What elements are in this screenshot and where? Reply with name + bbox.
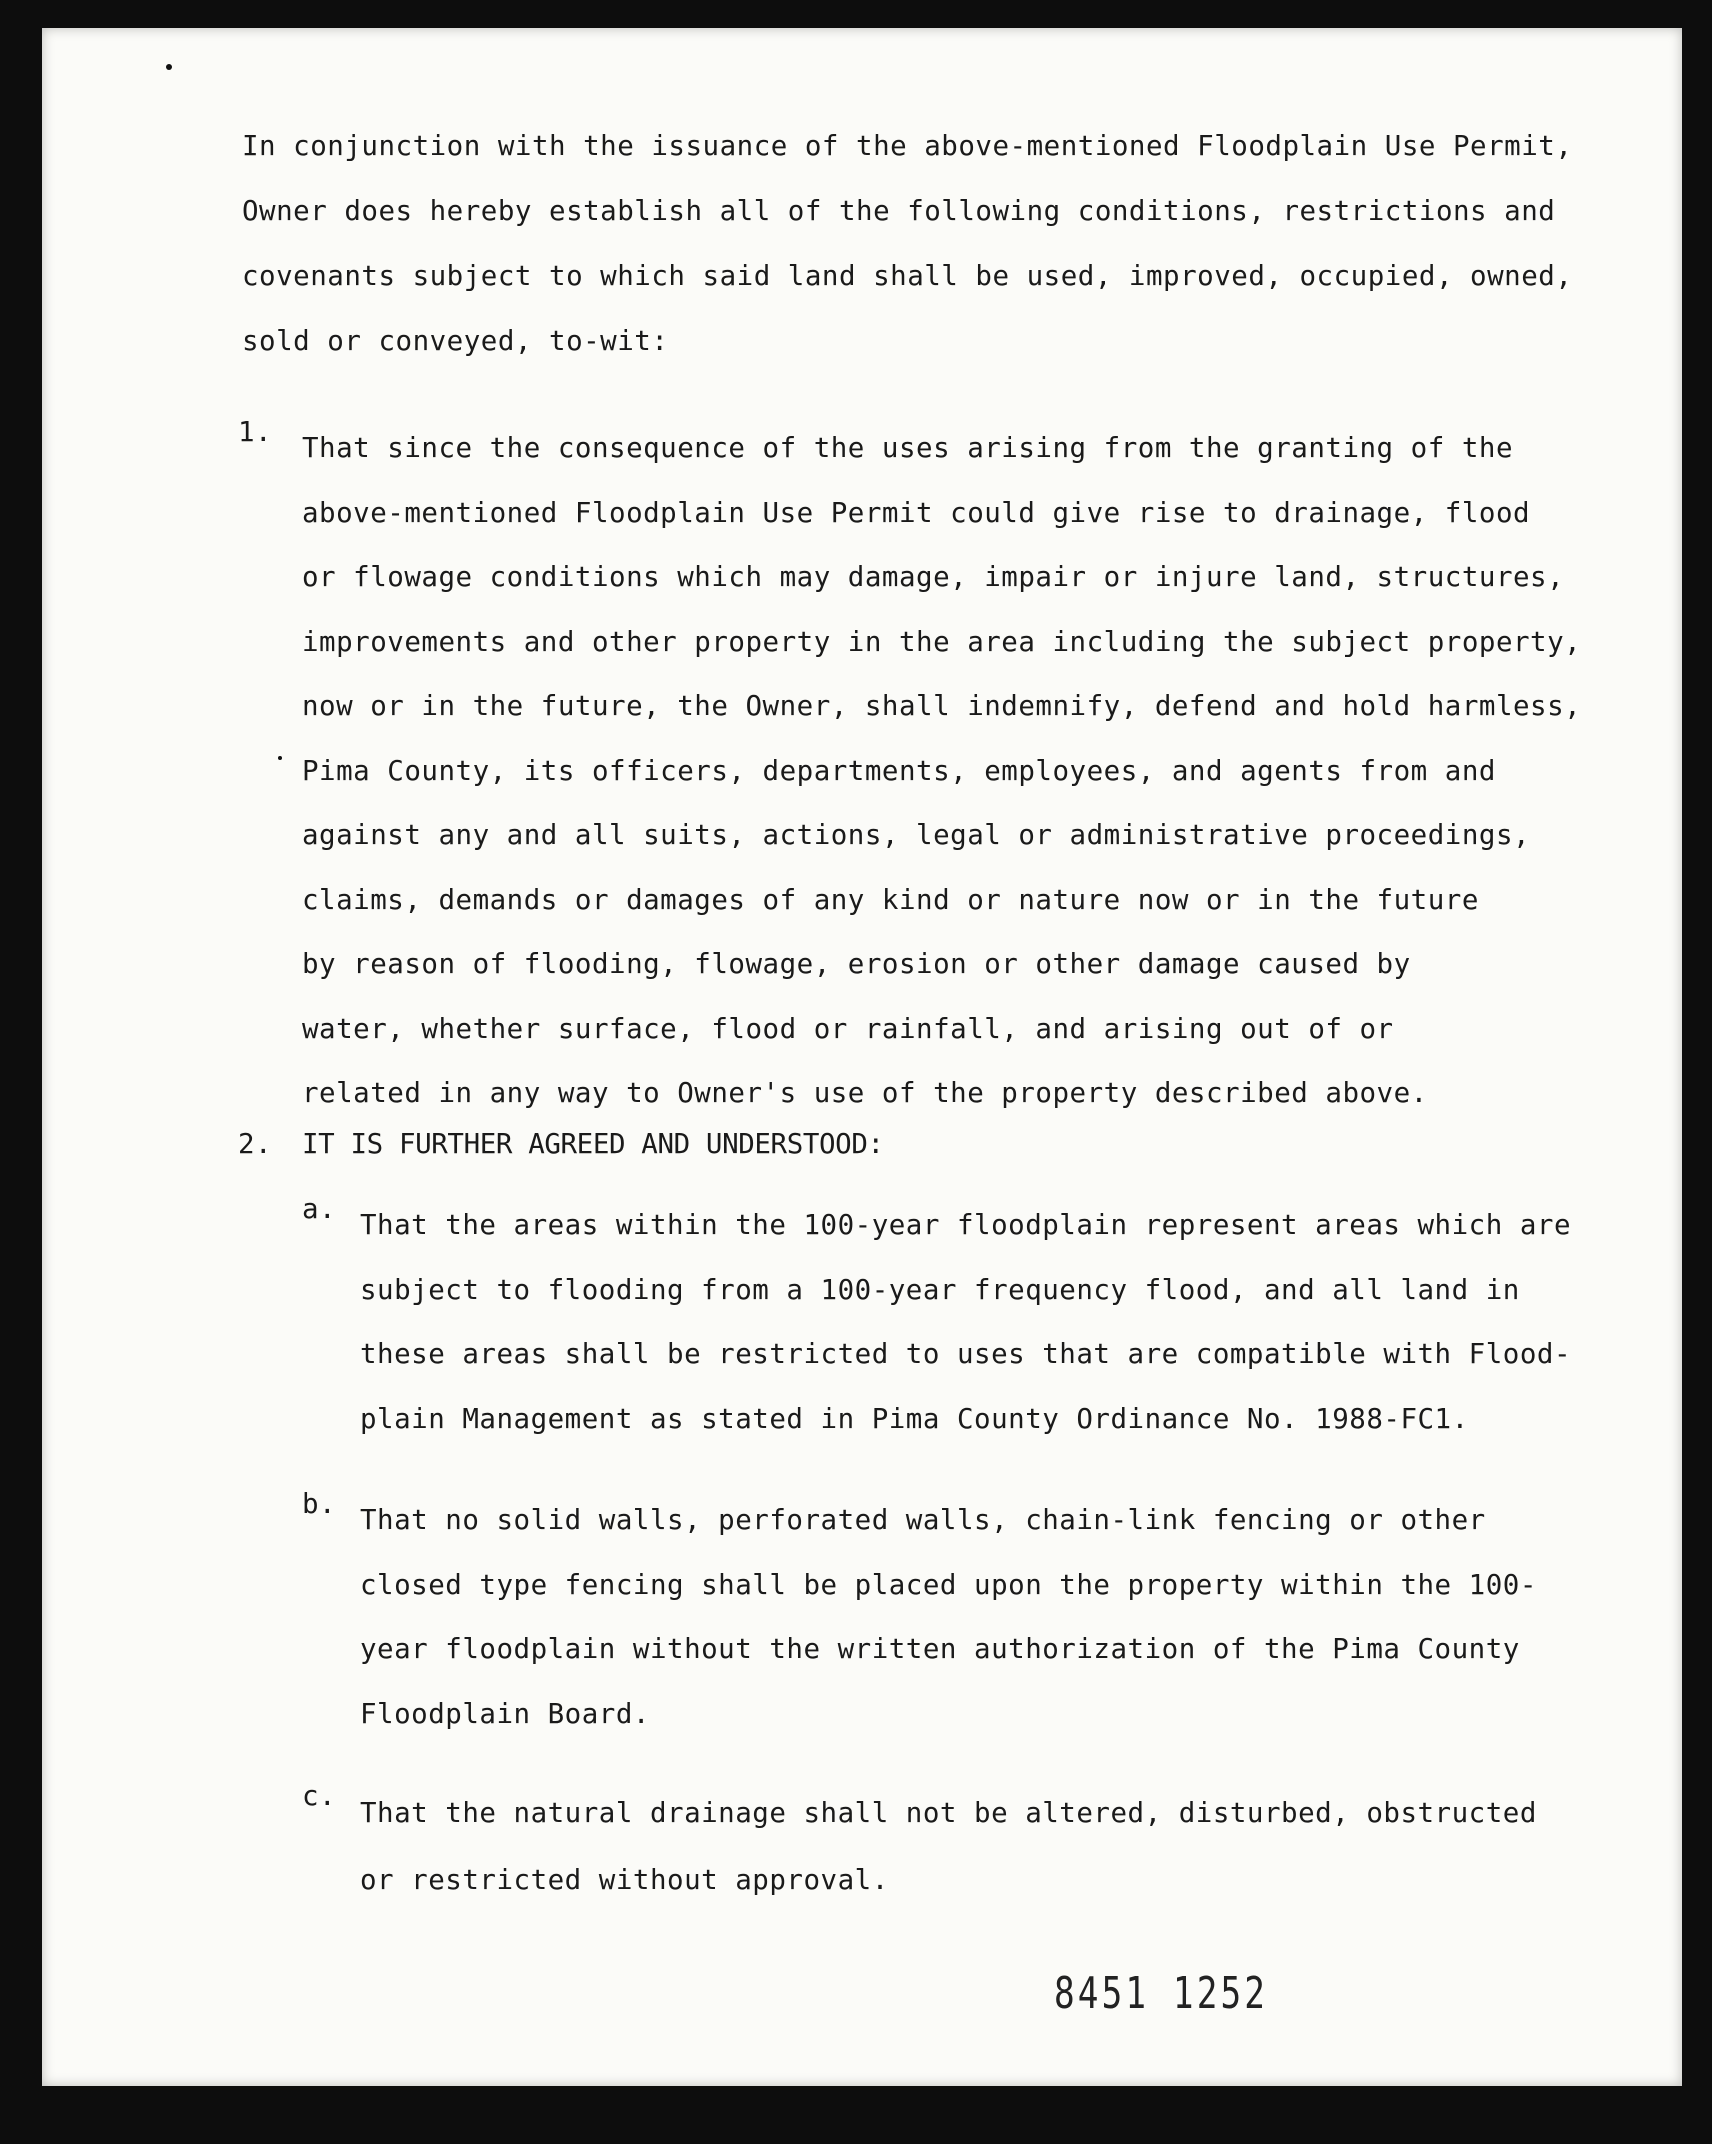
subitem-a-line: these areas shall be restricted to uses that are compatible with Flood- [360, 1338, 1572, 1370]
subitem-a-line: plain Management as stated in Pima County Ordinance No. 1988-FC1. [360, 1402, 1469, 1435]
item-1-line: claims, demands or damages of any kind or nature now or in the future [302, 883, 1479, 916]
item-1-line: improvements and other property in the area including the subject property, [302, 625, 1582, 658]
item-1-line: related in any way to Owner's use of the property described above. [302, 1077, 1428, 1109]
item-1-line: or flowage conditions which may damage, impair or injure land, structures, [302, 561, 1565, 593]
subitem-b-line: Floodplain Board. [360, 1697, 650, 1730]
document-page [42, 28, 1682, 2086]
subitem-c-line: or restricted without approval. [360, 1864, 889, 1896]
subitem-b-line: closed type fencing shall be placed upon the property within the 100- [360, 1568, 1537, 1601]
subitem-a-line: subject to flooding from a 100-year frequency flood, and all land in [360, 1273, 1520, 1306]
item-2-number: 2. [238, 1128, 273, 1160]
subitem-c-paragraph [360, 1780, 1537, 1914]
subitem-c-line: That the natural drainage shall not be altered, disturbed, obstructed [360, 1797, 1537, 1829]
item-1-line: against any and all suits, actions, legal or administrative proceedings, [302, 819, 1531, 851]
intro-line: sold or conveyed, to-wit: [242, 325, 669, 357]
scan-speck [278, 756, 282, 760]
item-1-line: water, whether surface, flood or rainfall, and arising out of or [302, 1012, 1394, 1045]
scan-speck [166, 64, 172, 70]
intro-line: Owner does hereby establish all of the following conditions, restrictions and [242, 195, 1556, 227]
subitem-a-paragraph [360, 1193, 1571, 1451]
subitem-a-label: a. [302, 1193, 337, 1225]
item-2-heading: IT IS FURTHER AGREED AND UNDERSTOOD: [302, 1128, 884, 1160]
subitem-b-label: b. [302, 1488, 337, 1520]
subitem-b-paragraph [360, 1488, 1537, 1746]
subitem-a-line: That the areas within the 100-year floodplain represent areas which are [360, 1209, 1572, 1241]
intro-paragraph [242, 114, 1573, 374]
intro-line: In conjunction with the issuance of the above-mentioned Floodplain Use Permit, [242, 130, 1573, 162]
item-1-line: by reason of flooding, flowage, erosion or other damage caused by [302, 948, 1411, 980]
item-1-line: above-mentioned Floodplain Use Permit could give rise to drainage, flood [302, 496, 1531, 529]
item-1-line: now or in the future, the Owner, shall indemnify, defend and hold harmless, [302, 690, 1582, 722]
subitem-c-label: c. [302, 1780, 337, 1812]
subitem-b-line: That no solid walls, perforated walls, chain-link fencing or other [360, 1504, 1486, 1536]
item-1-line: That since the consequence of the uses arising from the granting of the [302, 432, 1514, 464]
subitem-b-line: year floodplain without the written authorization of the Pima County [360, 1633, 1520, 1665]
item-1-paragraph [302, 416, 1581, 1126]
item-1-number: 1. [238, 416, 273, 448]
page-number: 8451 1252 [1054, 1968, 1269, 2019]
item-1-line: Pima County, its officers, departments, employees, and agents from and [302, 754, 1496, 787]
intro-line: covenants subject to which said land shall be used, improved, occupied, owned, [242, 260, 1573, 292]
